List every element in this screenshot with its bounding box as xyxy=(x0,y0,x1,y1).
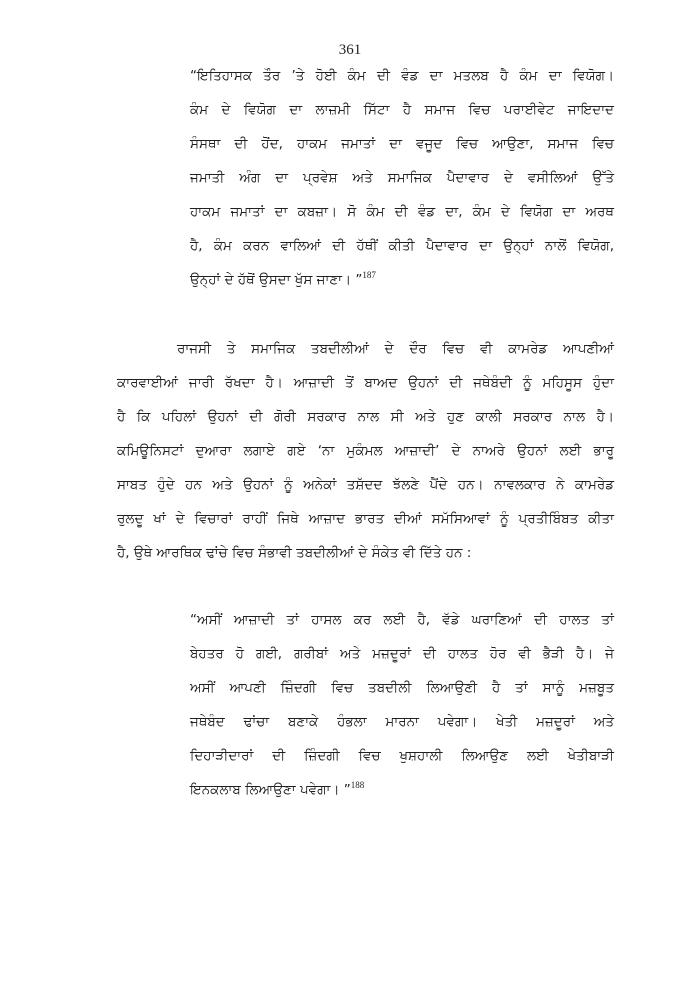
quote-line: ਅਸੀਂ ਆਪਣੀ ਜ਼ਿੰਦਗੀ ਵਿਚ ਤਬਦੀਲੀ ਲਿਆਉਣੀ ਹੈ ਤਾਂ ਸਾਨੂੰ ਮਜ਼ਬੂਤ xyxy=(190,680,614,696)
quote-line: ਕੰਮ ਦੇ ਵਿਯੋਗ ਦਾ ਲਾਜ਼ਮੀ ਸਿੱਟਾ ਹੈ ਸਮਾਜ ਵਿਚ ਪਰਾਈਵੇਟ ਜਾਇਦਾਦ xyxy=(190,102,614,118)
footnote-marker: 188 xyxy=(350,780,365,790)
paragraph-line: ਰੁਲਦੂ ਖਾਂ ਦੇ ਵਿਚਾਰਾਂ ਰਾਹੀਂ ਜਿਥੇ ਆਜ਼ਾਦ ਭਾਰਤ ਦੀਆਂ ਸਮੱਸਿਆਵਾਂ ਨੂੰ ਪ੍ਰਤੀਬਿੰਬਤ ਕੀਤਾ xyxy=(117,511,614,527)
quote-line: ਹਾਕਮ ਜਮਾਤਾਂ ਦਾ ਕਬਜ਼ਾ। ਸੋ ਕੰਮ ਦੀ ਵੰਡ ਦਾ, ਕੰਮ ਦੇ ਵਿਯੋਗ ਦਾ ਅਰਥ xyxy=(190,204,614,220)
quote-line-last xyxy=(190,271,614,289)
paragraph-line: ਕਮਿਊਨਿਸਟਾਂ ਦੁਆਰਾ ਲਗਾਏ ਗਏ ‘ਨਾ ਮੁਕੰਮਲ ਆਜ਼ਾਦੀ’ ਦੇ ਨਾਅਰੇ ਉਹਨਾਂ ਲਈ ਭਾਰੂ xyxy=(117,443,614,459)
quote-line: ਸੰਸਥਾ ਦੀ ਹੋਂਦ, ਹਾਕਮ ਜਮਾਤਾਂ ਦਾ ਵਜੂਦ ਵਿਚ ਆਉਣਾ, ਸਮਾਜ ਵਿਚ xyxy=(190,136,614,152)
paragraph-line: ਸਾਬਤ ਹੁੰਦੇ ਹਨ ਅਤੇ ਉਹਨਾਂ ਨੂੰ ਅਨੇਕਾਂ ਤਸ਼ੱਦਦ ਝੱਲਣੇ ਪੈਂਦੇ ਹਨ। ਨਾਵਲਕਾਰ ਨੇ ਕਾਮਰੇਡ xyxy=(117,477,614,493)
quote-line: ਦਿਹਾੜੀਦਾਰਾਂ ਦੀ ਜ਼ਿੰਦਗੀ ਵਿਚ ਖੁਸ਼ਹਾਲੀ ਲਿਆਉਣ ਲਈ ਖੇਤੀਬਾੜੀ xyxy=(190,748,614,764)
quote-line: ਜਥੇਬੰਦ ਢਾਂਚਾ ਬਣਾਕੇ ਹੰਭਲਾ ਮਾਰਨਾ ਪਵੇਗਾ। ਖੇਤੀ ਮਜ਼ਦੂਰਾਂ ਅਤੇ xyxy=(190,714,614,730)
paragraph-line: ਹੈ, ਉਥੇ ਆਰਥਿਕ ਢਾਂਚੇ ਵਿਚ ਸੰਭਾਵੀ ਤਬਦੀਲੀਆਂ ਦੇ ਸੰਕੇਤ ਵੀ ਦਿੱਤੇ ਹਨ : xyxy=(117,545,472,561)
quote-text: ਉਨ੍ਹਾਂ ਦੇ ਹੱਥੋਂ ਉਸਦਾ ਖੁੱਸ ਜਾਣਾ। ” xyxy=(190,272,363,288)
quote-line-last xyxy=(190,781,614,799)
paragraph-line: ਹੈ ਕਿ ਪਹਿਲਾਂ ਉਹਨਾਂ ਦੀ ਗੋਰੀ ਸਰਕਾਰ ਨਾਲ ਸੀ ਅਤੇ ਹੁਣ ਕਾਲੀ ਸਰਕਾਰ ਨਾਲ ਹੈ। xyxy=(117,409,614,425)
quote-line: ਹੈ, ਕੰਮ ਕਰਨ ਵਾਲਿਆਂ ਦੀ ਹੱਥੀਂ ਕੀਤੀ ਪੈਦਾਵਾਰ ਦਾ ਉਨ੍ਹਾਂ ਨਾਲੋਂ ਵਿਯੋਗ, xyxy=(190,238,614,254)
paragraph-line: ਰਾਜਸੀ ਤੇ ਸਮਾਜਿਕ ਤਬਦੀਲੀਆਂ ਦੇ ਦੌਰ ਵਿਚ ਵੀ ਕਾਮਰੇਡ ਆਪਣੀਆਂ xyxy=(177,341,614,357)
quote-line: ਬੇਹਤਰ ਹੋ ਗਈ, ਗਰੀਬਾਂ ਅਤੇ ਮਜ਼ਦੂਰਾਂ ਦੀ ਹਾਲਤ ਹੋਰ ਵੀ ਭੈੜੀ ਹੈ। ਜੇ xyxy=(190,646,614,662)
footnote-marker: 187 xyxy=(362,270,376,280)
quote-line: “ਇਤਿਹਾਸਕ ਤੌਰ ’ਤੇ ਹੋਈ ਕੰਮ ਦੀ ਵੰਡ ਦਾ ਮਤਲਬ ਹੈ ਕੰਮ ਦਾ ਵਿਯੋਗ। xyxy=(190,68,614,84)
quote-line: ਜਮਾਤੀ ਅੰਗ ਦਾ ਪ੍ਰਵੇਸ਼ ਅਤੇ ਸਮਾਜਿਕ ਪੈਦਾਵਾਰ ਦੇ ਵਸੀਲਿਆਂ ਉੱਤੇ xyxy=(190,170,614,186)
page-number: 361 xyxy=(338,42,362,58)
quote-line: “ਅਸੀਂ ਆਜ਼ਾਦੀ ਤਾਂ ਹਾਸਲ ਕਰ ਲਈ ਹੈ, ਵੱਡੇ ਘਰਾਣਿਆਂ ਦੀ ਹਾਲਤ ਤਾਂ xyxy=(190,612,614,628)
paragraph-line: ਕਾਰਵਾਈਆਂ ਜਾਰੀ ਰੱਖਦਾ ਹੈ। ਆਜ਼ਾਦੀ ਤੋਂ ਬਾਅਦ ਉਹਨਾਂ ਦੀ ਜਥੇਬੰਦੀ ਨੂੰ ਮਹਿਸੂਸ ਹੁੰਦਾ xyxy=(117,375,614,391)
quote-text: ਇਨਕਲਾਬ ਲਿਆਉਣਾ ਪਵੇਗਾ। ” xyxy=(190,782,351,798)
